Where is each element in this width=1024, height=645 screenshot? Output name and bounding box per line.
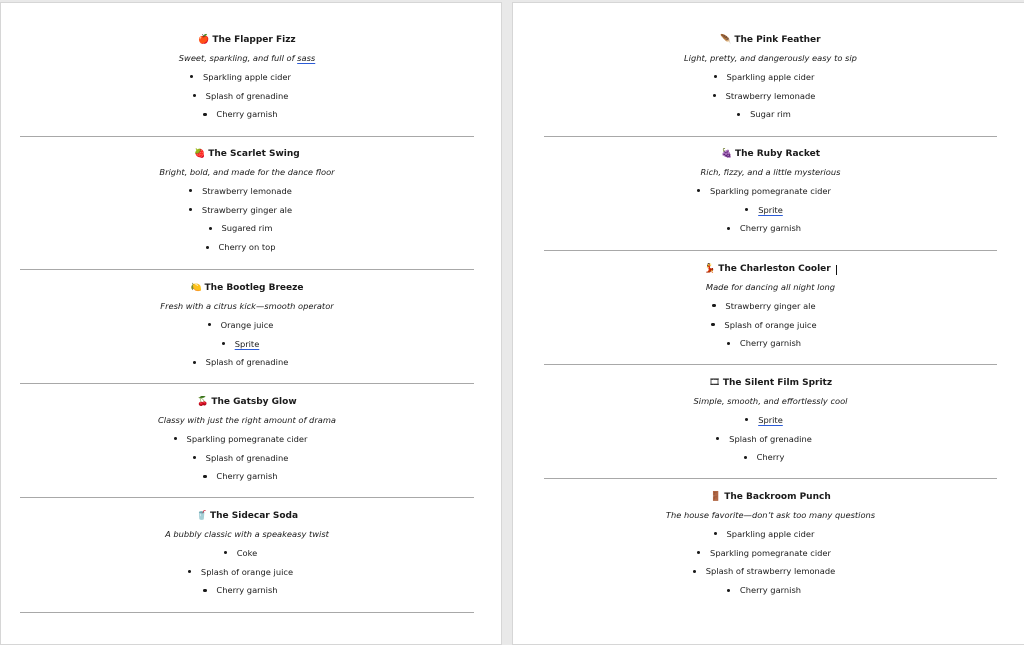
list-item[interactable]: Cherry garnish: [216, 585, 278, 596]
list-item[interactable]: Splash of grenadine: [205, 90, 289, 101]
drink-description[interactable]: Made for dancing all night long: [705, 282, 836, 292]
ingredient-list: [544, 72, 997, 120]
grapes-icon: 🍇: [720, 149, 733, 159]
list-item[interactable]: Cherry on top: [218, 242, 276, 253]
drink-description[interactable]: A bubbly classic with a speakeasy twist: [165, 529, 329, 539]
drink-pink-feather: [544, 35, 997, 119]
cherries-icon: 🍒: [197, 397, 209, 407]
drink-description[interactable]: Light, pretty, and dangerously easy to sip: [684, 53, 857, 63]
soda-cup-icon: 🥤: [195, 511, 208, 521]
drink-title[interactable]: 🍒 The Gatsby Glow: [197, 397, 297, 407]
list-item[interactable]: Splash of grenadine: [729, 433, 812, 444]
spellcheck-flagged-word[interactable]: sass: [297, 53, 316, 63]
spellcheck-flagged-word[interactable]: Sprite: [758, 414, 783, 425]
horizontal-rule: [20, 383, 474, 384]
drink-title[interactable]: 🎞 The Silent Film Spritz: [708, 378, 833, 388]
list-item[interactable]: [544, 205, 997, 215]
horizontal-rule: [20, 612, 474, 613]
list-item[interactable]: Orange juice: [220, 319, 274, 330]
list-item[interactable]: Sparkling apple cider: [203, 71, 291, 82]
list-item[interactable]: Splash of orange juice: [200, 566, 294, 577]
list-item[interactable]: Splash of orange juice: [724, 319, 817, 330]
drink-title[interactable]: 🍎 The Flapper Fizz: [198, 35, 296, 45]
drink-title[interactable]: 💃 The Charleston Cooler: [544, 264, 997, 275]
drink-title[interactable]: 🍋 The Bootleg Breeze: [190, 283, 304, 293]
list-item[interactable]: Strawberry lemonade: [202, 185, 292, 196]
feather-icon: 🪶: [720, 35, 732, 45]
ingredient-list: [20, 320, 474, 368]
ingredient-list: [544, 529, 997, 595]
drink-gatsby-glow: [20, 397, 474, 481]
list-item[interactable]: Strawberry ginger ale: [725, 300, 816, 311]
drink-description[interactable]: Classy with just the right amount of drama: [158, 415, 336, 425]
drink-description[interactable]: Sweet, sparkling, and full of sass: [178, 53, 316, 63]
document-page-right[interactable]: [512, 2, 1024, 645]
list-item[interactable]: Cherry garnish: [739, 338, 802, 349]
ingredient-list: [544, 186, 997, 234]
horizontal-rule: [544, 250, 997, 251]
list-item[interactable]: Sugar rim: [750, 109, 791, 120]
drink-description[interactable]: Simple, smooth, and effortlessly cool: [693, 396, 848, 406]
list-item[interactable]: [20, 339, 474, 349]
document-page-left[interactable]: [0, 2, 502, 645]
text-cursor: [836, 265, 837, 275]
list-item[interactable]: Sugared rim: [221, 223, 273, 234]
film-icon: 🎞: [708, 378, 721, 388]
drink-flapper-fizz: [20, 35, 474, 119]
drink-description[interactable]: Bright, bold, and made for the dance floor: [159, 167, 335, 177]
apple-icon: 🍎: [198, 35, 210, 45]
door-icon: 🚪: [710, 492, 722, 502]
list-item[interactable]: Cherry garnish: [739, 585, 802, 596]
drink-scarlet-swing: [20, 149, 474, 252]
drink-description[interactable]: Fresh with a citrus kick—smooth operator: [160, 301, 334, 311]
horizontal-rule: [20, 136, 474, 137]
list-item[interactable]: Sparkling pomegranate cider: [186, 433, 308, 444]
list-item[interactable]: Cherry garnish: [216, 471, 278, 482]
ingredient-list: [20, 548, 474, 596]
drink-title[interactable]: 🍓 The Scarlet Swing: [194, 149, 300, 159]
drink-sidecar-soda: [20, 511, 474, 595]
ingredient-list: [20, 434, 474, 482]
list-item[interactable]: Splash of grenadine: [205, 357, 289, 368]
lemon-icon: 🍋: [190, 283, 202, 293]
drink-charleston-cooler: [544, 264, 997, 348]
drink-title[interactable]: 🪶 The Pink Feather: [720, 35, 821, 45]
list-item[interactable]: Splash of grenadine: [205, 452, 289, 463]
dancer-icon: 💃: [704, 264, 716, 274]
drink-ruby-racket: [544, 149, 997, 233]
list-item[interactable]: Cherry garnish: [216, 109, 278, 120]
list-item[interactable]: Sparkling apple cider: [726, 71, 815, 82]
list-item[interactable]: Strawberry lemonade: [725, 90, 816, 101]
drink-description[interactable]: The house favorite—don’t ask too many questions: [665, 510, 876, 520]
horizontal-rule: [544, 364, 997, 365]
horizontal-rule: [544, 136, 997, 137]
horizontal-rule: [20, 497, 474, 498]
list-item[interactable]: Strawberry ginger ale: [201, 204, 293, 215]
spellcheck-flagged-word[interactable]: Sprite: [758, 204, 783, 215]
list-item[interactable]: Coke: [236, 547, 258, 558]
drink-silent-film-spritz: [544, 378, 997, 462]
ingredient-list: [20, 72, 474, 120]
drink-bootleg-breeze: [20, 283, 474, 367]
list-item[interactable]: Sparkling apple cider: [726, 528, 815, 539]
ingredient-list: [544, 301, 997, 349]
list-item[interactable]: Cherry garnish: [739, 223, 802, 234]
drink-backroom-punch: [544, 492, 997, 595]
ingredient-list: [20, 186, 474, 252]
list-item[interactable]: Sparkling pomegranate cider: [710, 547, 831, 558]
ingredient-list: [544, 415, 997, 463]
list-item[interactable]: [544, 415, 997, 425]
strawberry-icon: 🍓: [194, 149, 206, 159]
drink-title[interactable]: 🥤 The Sidecar Soda: [195, 511, 299, 521]
list-item[interactable]: Cherry: [756, 452, 785, 463]
drink-title[interactable]: 🍇 The Ruby Racket: [720, 149, 821, 159]
horizontal-rule: [20, 269, 474, 270]
spellcheck-flagged-word[interactable]: Sprite: [234, 338, 260, 349]
drink-description[interactable]: Rich, fizzy, and a little mysterious: [700, 167, 841, 177]
horizontal-rule: [544, 478, 997, 479]
list-item[interactable]: Sparkling pomegranate cider: [710, 185, 831, 196]
list-item[interactable]: Splash of strawberry lemonade: [705, 566, 836, 577]
drink-title[interactable]: 🚪 The Backroom Punch: [710, 492, 831, 502]
